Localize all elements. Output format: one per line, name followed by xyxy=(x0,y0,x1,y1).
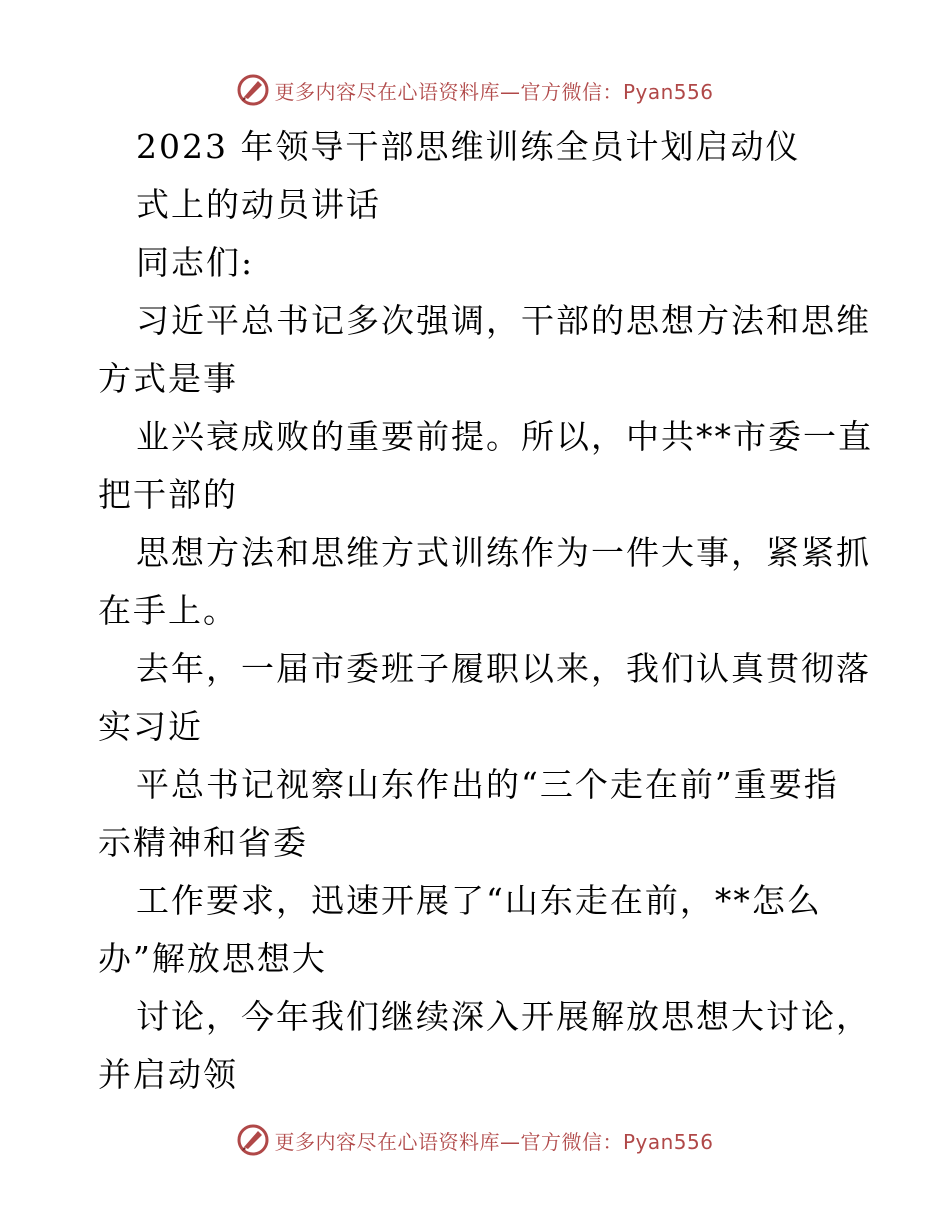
paragraph-line: 并启动领 xyxy=(98,1055,238,1094)
paragraph-line: 思想方法和思维方式训练作为一件大事，紧紧抓 xyxy=(136,533,871,572)
title-line-1: 2023 年领导干部思维训练全员计划启动仪 xyxy=(136,127,801,166)
footer-banner-text: 更多内容尽在心语资料库—官方微信：Pyan556 xyxy=(274,1129,714,1154)
paragraph-line: 办”解放思想大 xyxy=(98,939,327,978)
paragraph-line: 在手上。 xyxy=(98,591,238,630)
header-banner-text: 更多内容尽在心语资料库—官方微信：Pyan556 xyxy=(274,79,714,104)
pen-circle-logo-icon xyxy=(236,73,270,107)
paragraph-line: 工作要求，迅速开展了“山东走在前，**怎么 xyxy=(136,881,822,920)
paragraph-line: 示精神和省委 xyxy=(98,823,308,862)
paragraph-line: 把干部的 xyxy=(98,475,238,514)
paragraph-line: 业兴衰成败的重要前提。所以，中共**市委一直 xyxy=(136,417,873,456)
pen-circle-logo-icon xyxy=(236,1123,270,1157)
paragraph-line: 去年，一届市委班子履职以来，我们认真贯彻落 xyxy=(136,649,871,688)
paragraph-line: 平总书记视察山东作出的“三个走在前”重要指 xyxy=(136,765,839,804)
title-line-2: 式上的动员讲话 xyxy=(136,185,381,224)
paragraph-line: 方式是事 xyxy=(98,359,238,398)
header-banner xyxy=(0,70,950,110)
document-body xyxy=(98,118,873,1104)
paragraph-line: 习近平总书记多次强调，干部的思想方法和思维 xyxy=(136,301,871,340)
footer-banner xyxy=(0,1120,950,1160)
paragraph-line: 实习近 xyxy=(98,707,203,746)
salutation: 同志们: xyxy=(136,243,255,282)
paragraph-line: 讨论，今年我们继续深入开展解放思想大讨论， xyxy=(136,997,871,1036)
